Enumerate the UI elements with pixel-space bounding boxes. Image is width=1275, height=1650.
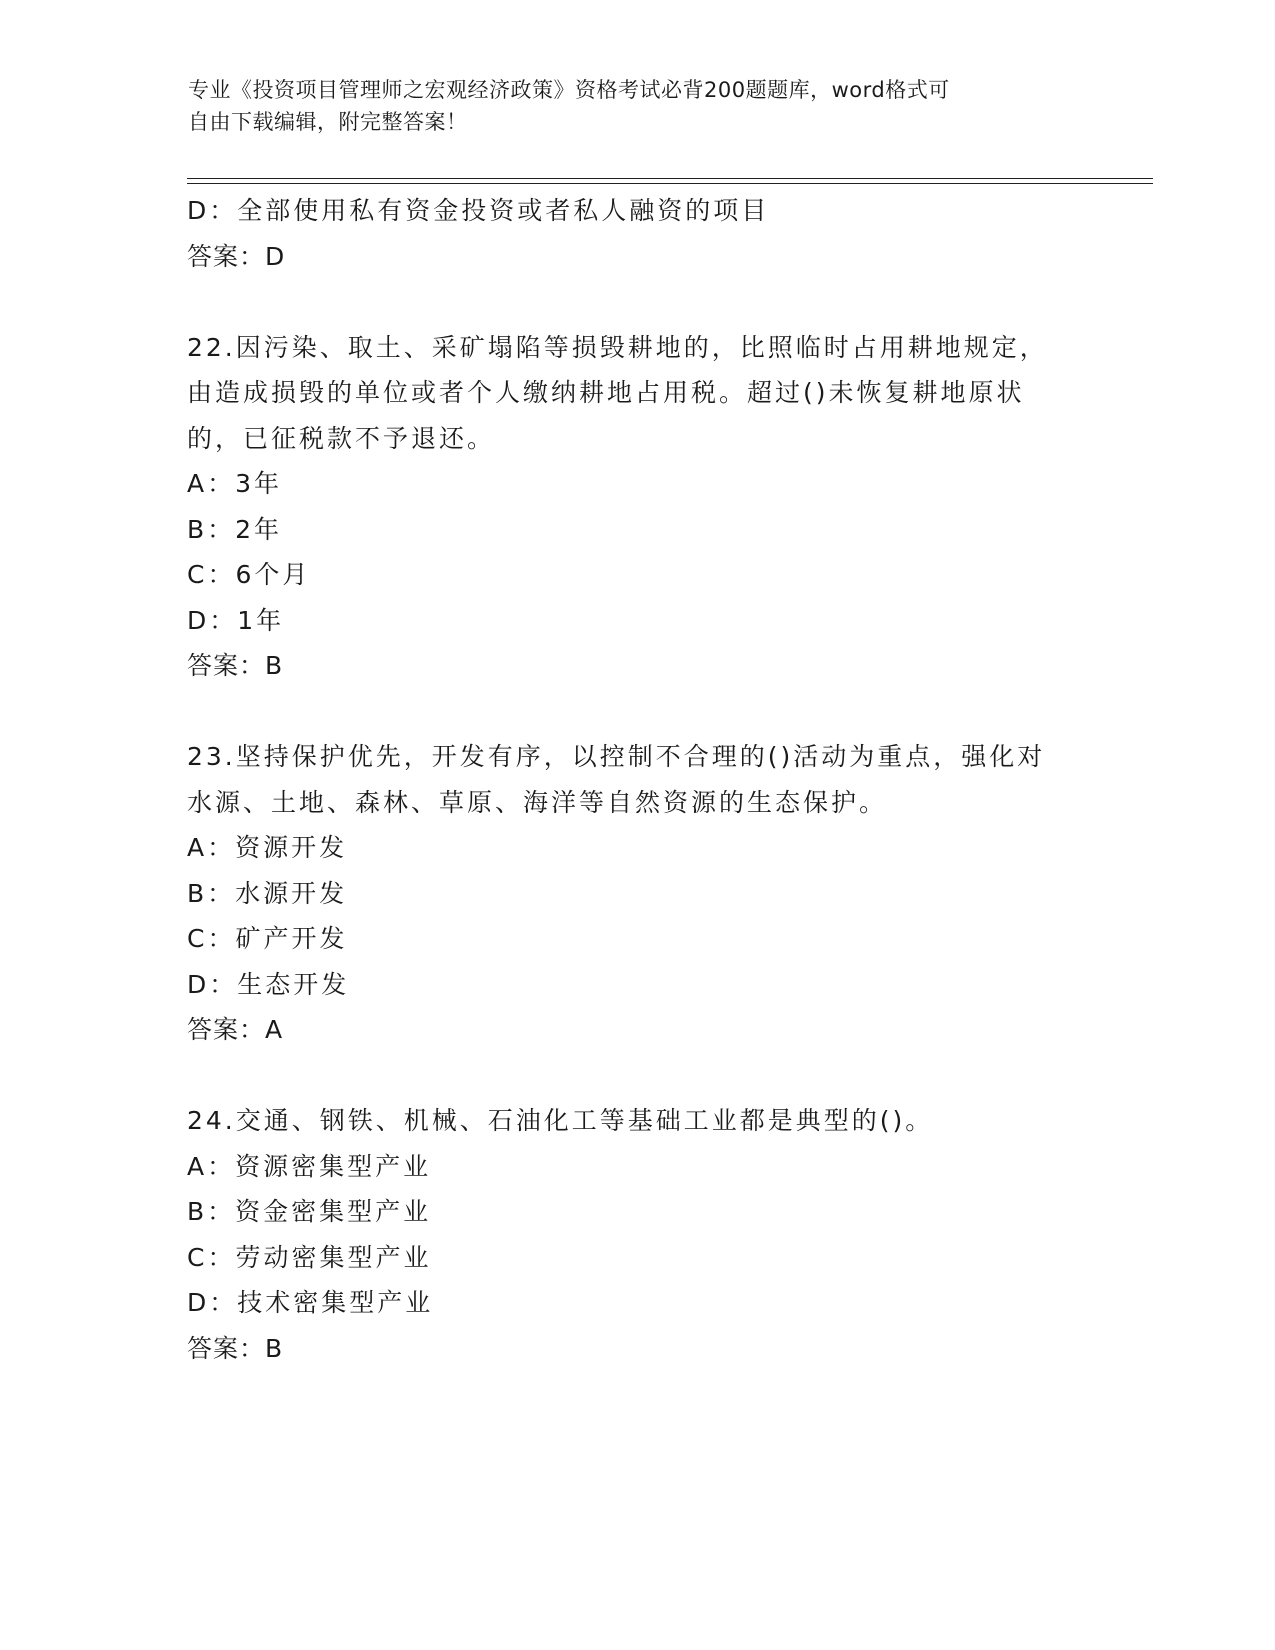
- question-stem: 24.交通、钢铁、机械、石油化工等基础工业都是典型的()。: [187, 1106, 934, 1135]
- option-c: C：劳动密集型产业: [187, 1242, 432, 1272]
- option-b: B：资金密集型产业: [187, 1197, 432, 1226]
- option-a: A：3年: [187, 469, 283, 498]
- question-23: [187, 734, 1087, 1053]
- answer: 答案：B: [187, 651, 284, 680]
- question-stem: 的，已征税款不予退还。: [187, 423, 496, 453]
- question-stem: 23.坚持保护优先，开发有序，以控制不合理的()活动为重点，强化对: [187, 742, 1046, 771]
- question-stem: 22.因污染、取土、采矿塌陷等损毁耕地的，比照临时占用耕地规定，: [187, 332, 1048, 362]
- option-c: C：矿产开发: [187, 924, 348, 953]
- answer: 答案：D: [187, 241, 286, 271]
- option-d: D：全部使用私有资金投资或者私人融资的项目: [187, 196, 770, 225]
- spacer: [187, 689, 1087, 735]
- previous-question-tail: [187, 188, 1087, 279]
- option-d: D：技术密集型产业: [187, 1288, 434, 1317]
- header-line-2: 自由下载编辑，附完整答案！: [188, 110, 468, 134]
- option-d: D：1年: [187, 605, 285, 635]
- header-divider: [187, 178, 1153, 184]
- option-b: B：2年: [187, 514, 283, 544]
- header-line-1: 专业《投资项目管理师之宏观经济政策》资格考试必背200题题库，word格式可: [188, 78, 950, 102]
- option-c: C：6个月: [187, 560, 311, 589]
- option-a: A：资源开发: [187, 833, 348, 862]
- question-22: [187, 325, 1087, 689]
- option-a: A：资源密集型产业: [187, 1151, 432, 1181]
- question-stem: 水源、土地、森林、草原、海洋等自然资源的生态保护。: [187, 787, 888, 817]
- option-b: B：水源开发: [187, 878, 348, 908]
- question-stem: 由造成损毁的单位或者个人缴纳耕地占用税。超过()未恢复耕地原状: [187, 378, 1025, 407]
- spacer: [187, 1053, 1087, 1099]
- question-content: [187, 188, 1087, 1371]
- answer: 答案：B: [187, 1333, 284, 1363]
- option-d: D：生态开发: [187, 969, 350, 999]
- document-header: [188, 74, 1068, 138]
- answer: 答案：A: [187, 1015, 284, 1044]
- spacer: [187, 279, 1087, 325]
- question-24: [187, 1098, 1087, 1371]
